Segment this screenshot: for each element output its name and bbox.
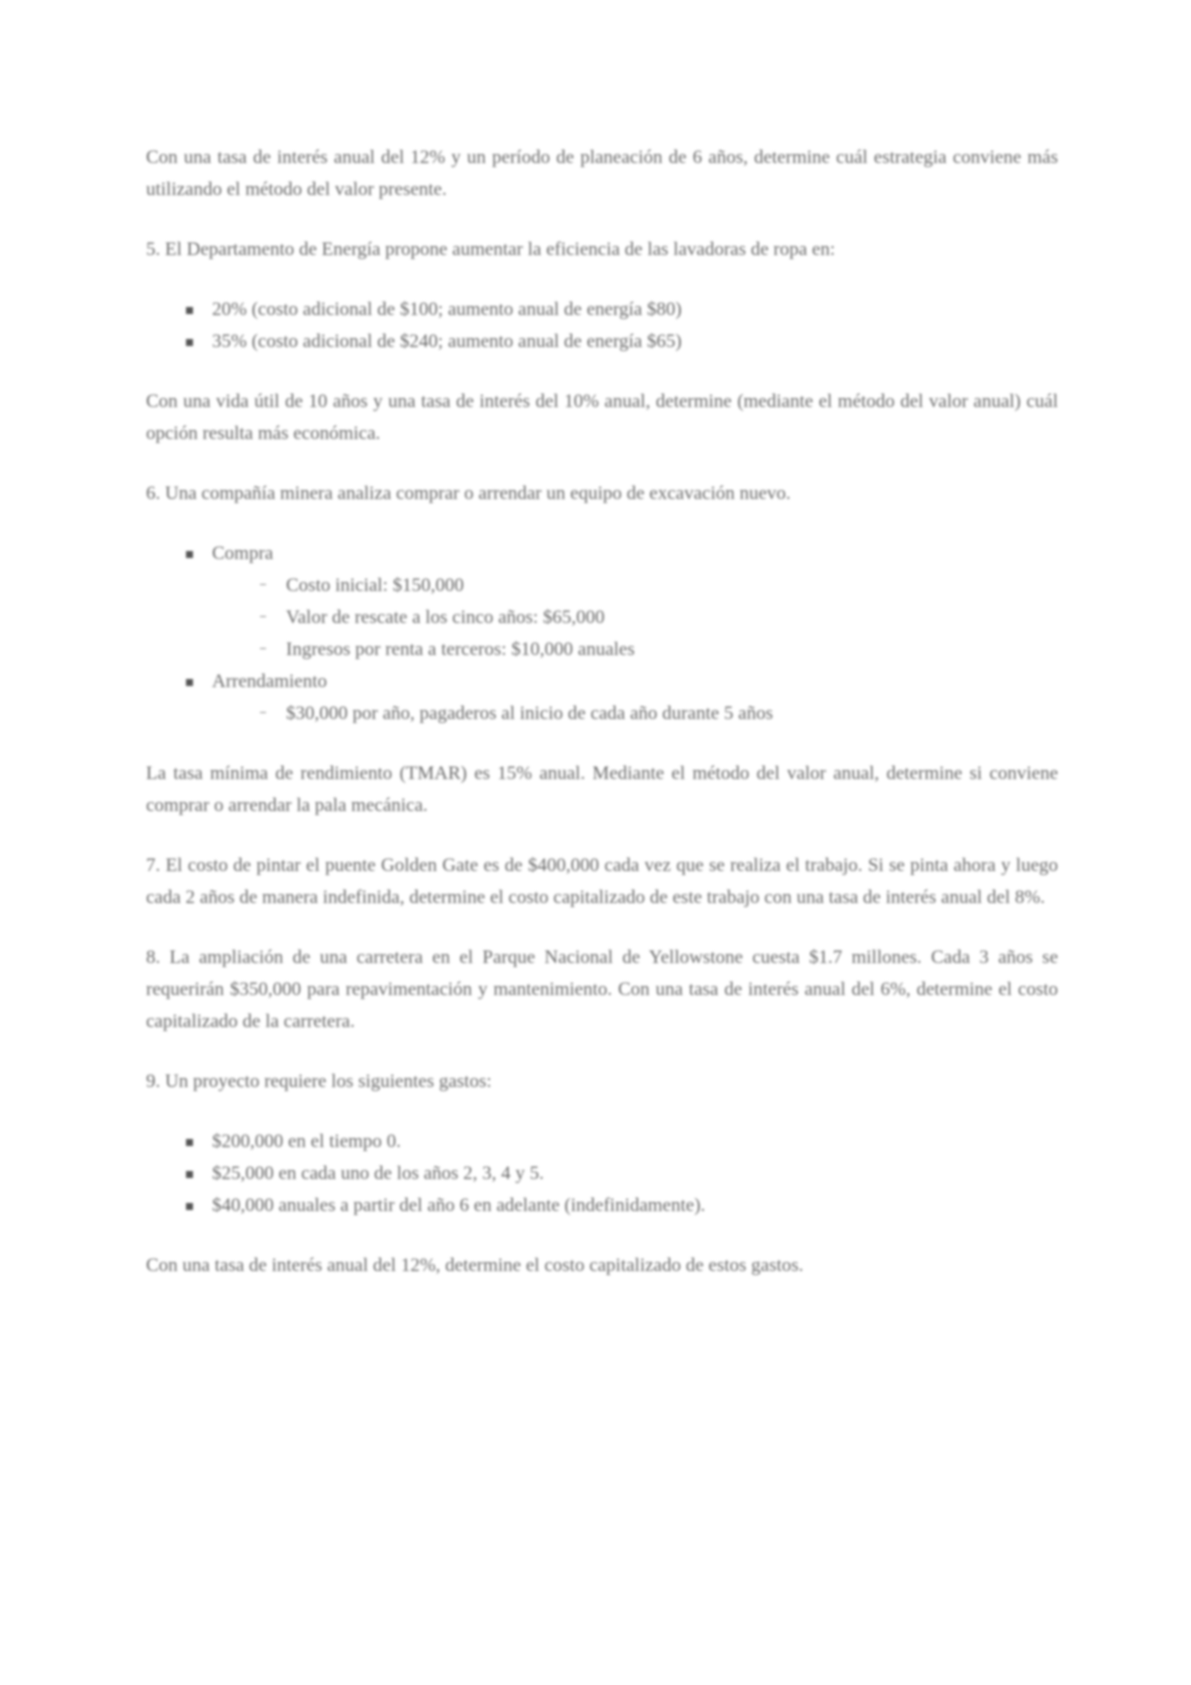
purchase-lease-list bbox=[146, 538, 1058, 730]
problem-7-paragraph: 7. El costo de pintar el puente Golden Gate es de $400,000 cada vez que se realiza el trabajo. Si se pinta ahora y luego cada 2 años de manera indefinida, determine el costo capitalizado de este trabajo con una tasa de interés anual del 8%. bbox=[146, 855, 1058, 908]
purchase-label: Compra bbox=[212, 543, 274, 564]
problem-8-paragraph: 8. La ampliación de una carretera en el Parque Nacional de Yellowstone cuesta $1.7 millones. Cada 3 años se requerirán $350,000 para repavimentación y mantenimiento. Con una tasa de interés anual del 6%, determine el costo capitalizado de la carretera. bbox=[146, 947, 1058, 1032]
purchase-sublist bbox=[212, 570, 1058, 666]
paragraph-energy-question: Con una vida útil de 10 años y una tasa de interés del 10% anual, determine (mediante el método del valor anual) cuál opción resulta más económica. bbox=[146, 391, 1058, 444]
problem-6-heading: 6. Una compañía minera analiza comprar o arrendar un equipo de excavación nuevo. bbox=[146, 483, 791, 504]
lease-sublist bbox=[212, 698, 1058, 730]
paragraph-lease-question: La tasa mínima de rendimiento (TMAR) es 15% anual. Mediante el método del valor anual, determine si conviene comprar o arrendar la pala mecánica. bbox=[146, 763, 1058, 816]
document-page bbox=[146, 142, 1058, 1310]
list-item: Costo inicial: $150,000 bbox=[260, 570, 1058, 602]
energy-options-list bbox=[146, 294, 1058, 358]
list-item-purchase bbox=[186, 538, 1058, 666]
lease-label: Arrendamiento bbox=[212, 671, 328, 692]
list-item-lease bbox=[186, 666, 1058, 730]
list-item: $200,000 en el tiempo 0. bbox=[186, 1126, 1058, 1158]
problem-5-heading: 5. El Departamento de Energía propone aumentar la eficiencia de las lavadoras de ropa en: bbox=[146, 239, 836, 260]
list-item: 20% (costo adicional de $100; aumento anual de energía $80) bbox=[186, 294, 1058, 326]
problem-9-heading: 9. Un proyecto requiere los siguientes gastos: bbox=[146, 1071, 492, 1092]
list-item: $30,000 por año, pagaderos al inicio de cada año durante 5 años bbox=[260, 698, 1058, 730]
list-item: 35% (costo adicional de $240; aumento anual de energía $65) bbox=[186, 326, 1058, 358]
list-item: $40,000 anuales a partir del año 6 en adelante (indefinidamente). bbox=[186, 1190, 1058, 1222]
paragraph-strategy-question: Con una tasa de interés anual del 12% y un período de planeación de 6 años, determine cuál estrategia conviene más utilizando el método del valor presente. bbox=[146, 147, 1058, 200]
list-item: Valor de rescate a los cinco años: $65,000 bbox=[260, 602, 1058, 634]
expenses-list bbox=[146, 1126, 1058, 1222]
list-item: Ingresos por renta a terceros: $10,000 anuales bbox=[260, 634, 1058, 666]
paragraph-expenses-question: Con una tasa de interés anual del 12%, determine el costo capitalizado de estos gastos. bbox=[146, 1255, 804, 1276]
list-item: $25,000 en cada uno de los años 2, 3, 4 y 5. bbox=[186, 1158, 1058, 1190]
